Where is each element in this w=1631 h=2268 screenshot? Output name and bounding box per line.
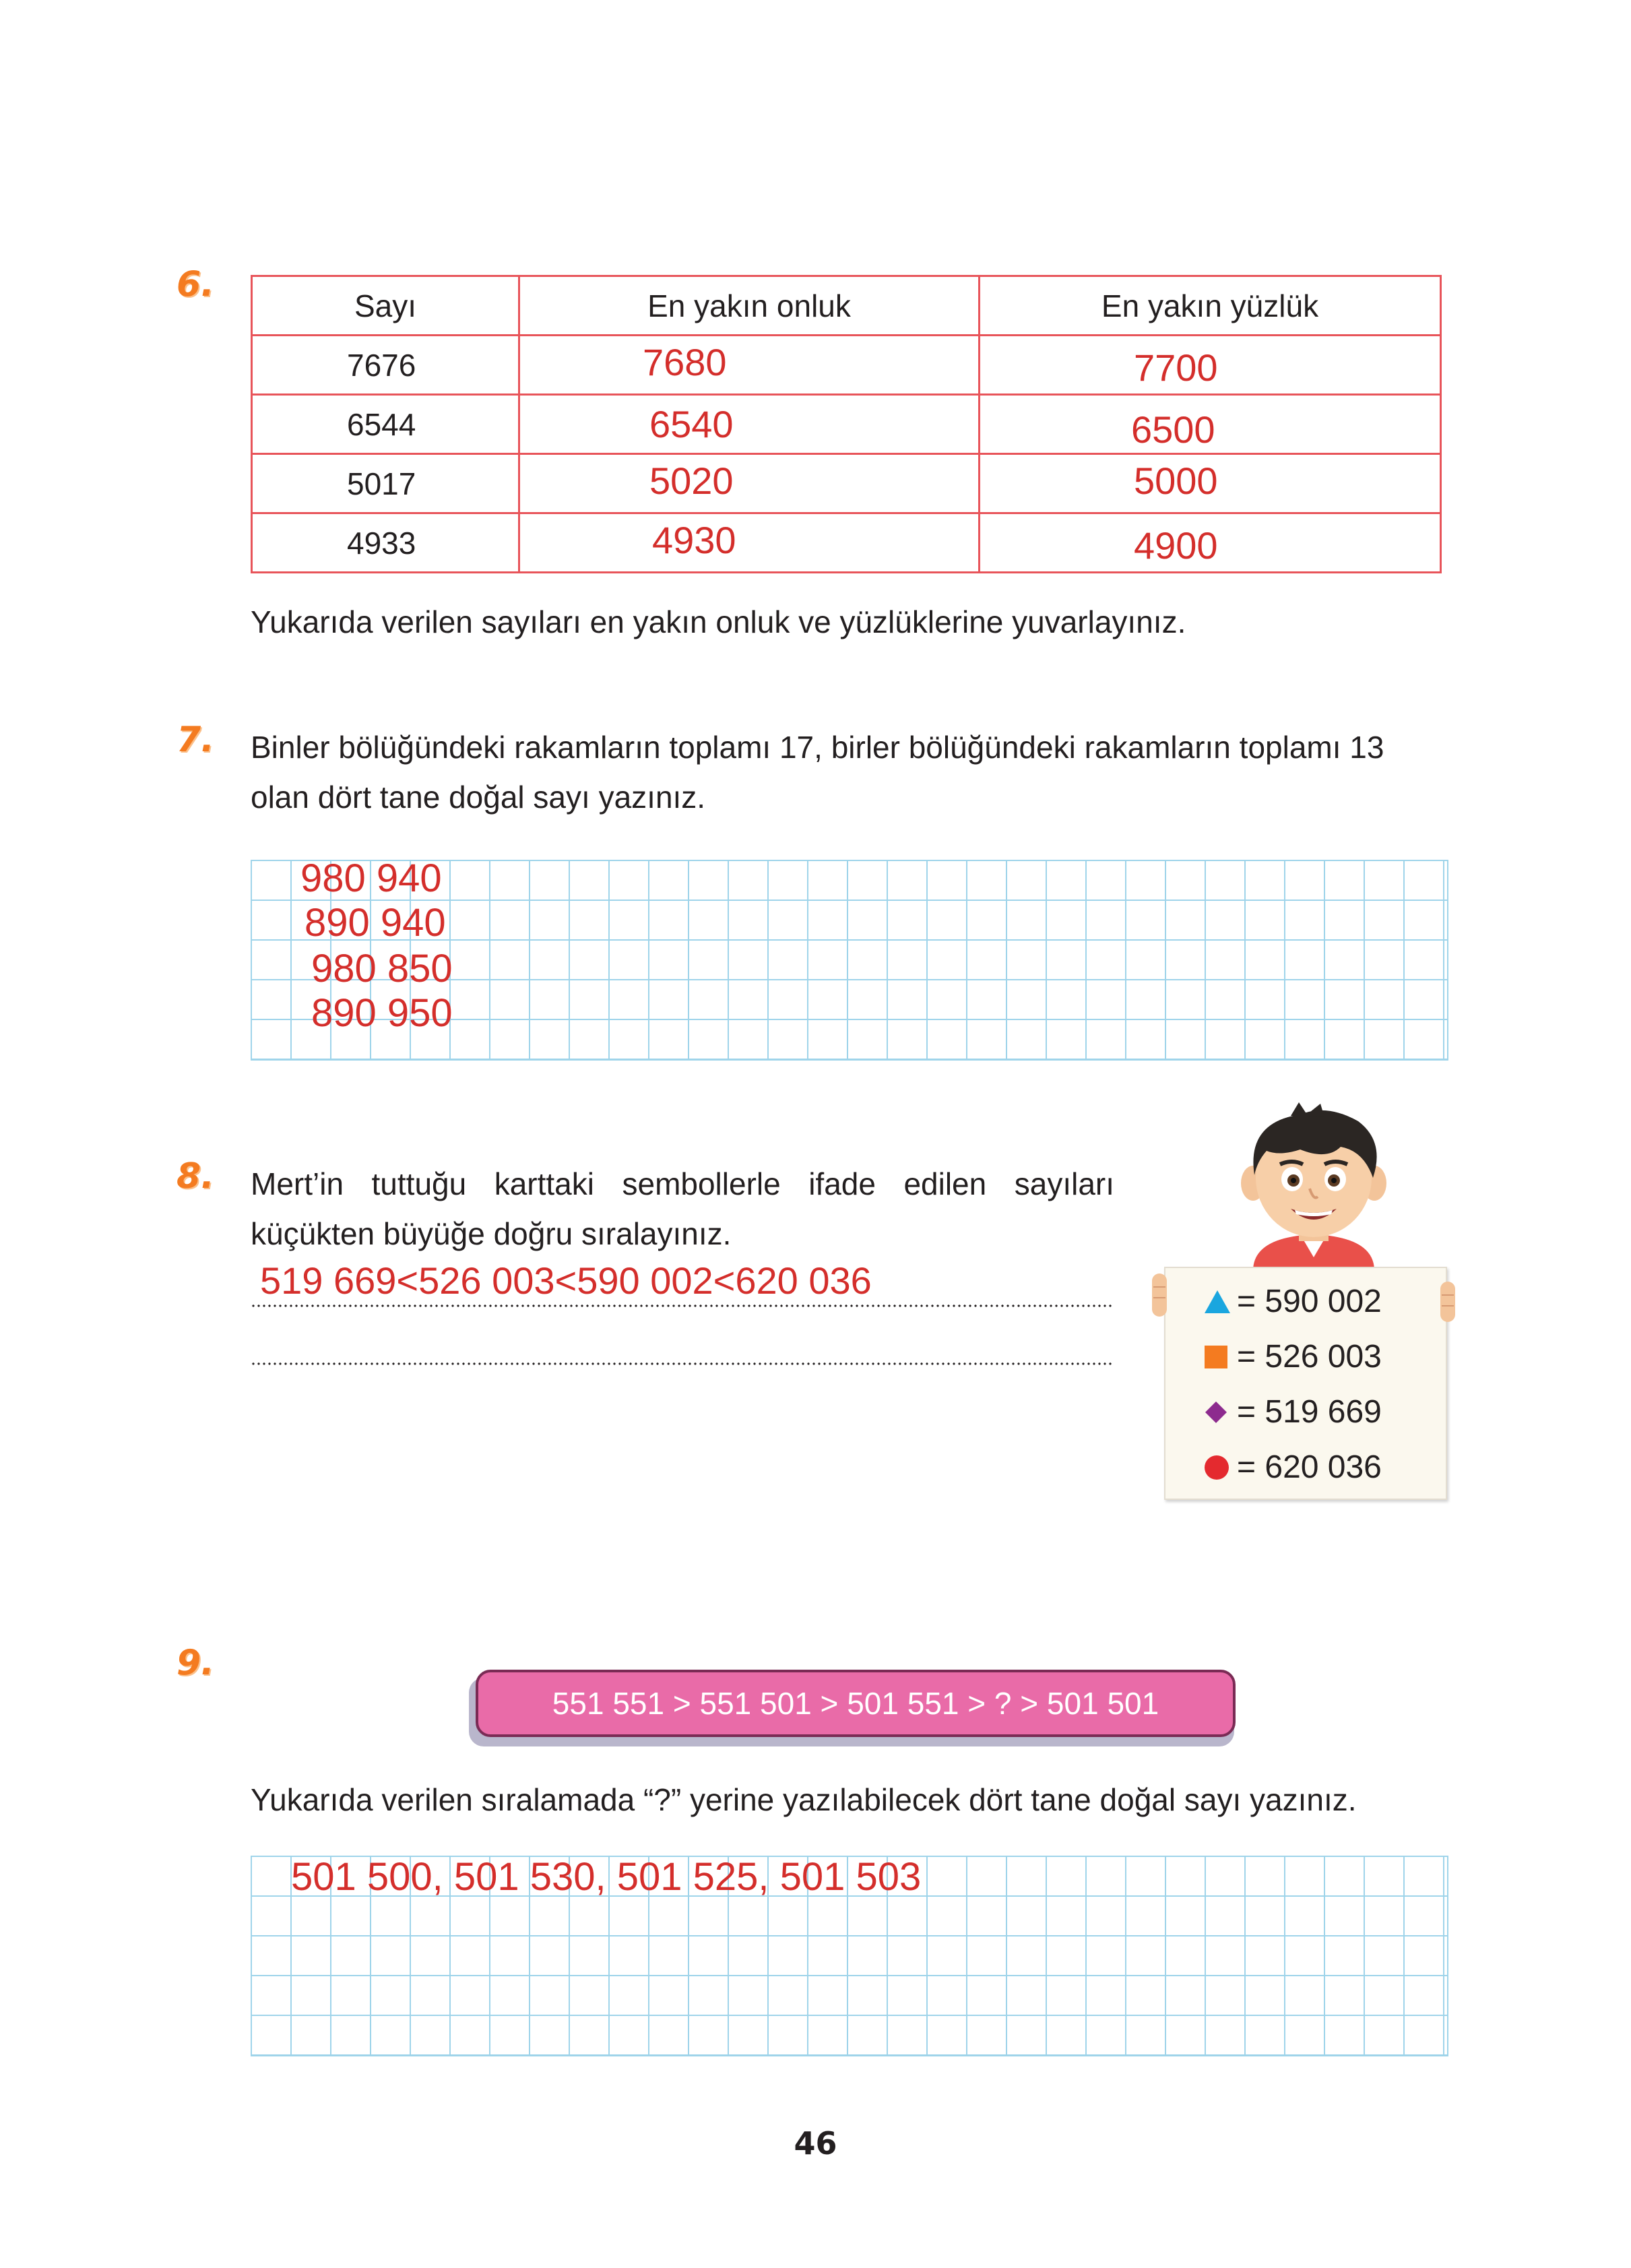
card-row [1203, 1449, 1382, 1486]
cell-onluk [519, 454, 980, 513]
diamond-icon [1203, 1399, 1237, 1425]
q9-instruction: Yukarıda verilen sıralamada “?” yerine yazılabilecek dört tane doğal sayı yazınız. [251, 1782, 1357, 1817]
table-header-row [252, 276, 1441, 336]
q9-answer: 501 500, 501 530, 501 525, 501 503 [291, 1855, 922, 1899]
answer-yuzluk: 6500 [1131, 408, 1215, 451]
answer-onluk: 5020 [649, 460, 734, 502]
question-number-6: 6. [177, 264, 214, 305]
cell-yuzluk [980, 513, 1441, 573]
answer-yuzluk: 5000 [1134, 460, 1218, 502]
cell-sayi: 6544 [252, 395, 519, 454]
card-value: = 526 003 [1237, 1339, 1382, 1375]
header-onluk: En yakın onluk [519, 276, 980, 336]
header-yuzluk: En yakın yüzlük [980, 276, 1441, 336]
q7-text-line1: Binler bölüğündeki rakamların toplamı 17, birler bölüğündeki rakamların toplamı 13 [251, 730, 1384, 765]
cell-sayi: 5017 [252, 454, 519, 513]
q8-text-line2: küçükten büyüğe doğru sıralayınız. [251, 1216, 732, 1251]
answer-onluk: 7680 [643, 341, 727, 383]
card-value: = 590 002 [1237, 1284, 1382, 1319]
square-icon [1203, 1344, 1237, 1370]
cell-onluk [519, 336, 980, 395]
circle-icon [1203, 1454, 1237, 1481]
answer-dotted-line [251, 1362, 1114, 1365]
table-row [252, 513, 1441, 573]
answer-onluk: 4930 [652, 519, 736, 561]
q7-answer-line: 890 940 [305, 901, 446, 945]
cell-yuzluk [980, 395, 1441, 454]
q7-answer-line: 980 850 [311, 947, 453, 990]
header-sayi: Sayı [252, 276, 519, 336]
left-hand-icon [1149, 1273, 1171, 1317]
answer-yuzluk: 7700 [1134, 346, 1218, 389]
symbol-card [1164, 1267, 1447, 1500]
q6-instruction: Yukarıda verilen sayıları en yakın onluk ve yüzlüklerine yuvarlayınız. [251, 604, 1186, 639]
answer-dotted-line [251, 1304, 1114, 1307]
card-value: = 519 669 [1237, 1394, 1382, 1430]
question-number-9: 9. [177, 1643, 214, 1683]
page-number: 46 [794, 2125, 837, 2162]
q7-text-line2: olan dört tane doğal sayı yazınız. [251, 780, 706, 815]
cell-onluk [519, 513, 980, 573]
question-number-8: 8. [177, 1156, 214, 1197]
cell-sayi: 4933 [252, 513, 519, 573]
question-number-7: 7. [177, 720, 214, 760]
q8-answer: 519 669<526 003<590 002<620 036 [260, 1259, 872, 1302]
ordering-banner [476, 1670, 1236, 1737]
table-row [252, 454, 1441, 513]
triangle-icon [1203, 1289, 1237, 1315]
right-hand-icon [1436, 1282, 1458, 1322]
cell-yuzluk [980, 454, 1441, 513]
card-row [1203, 1338, 1382, 1375]
table-row [252, 336, 1441, 395]
table-row [252, 395, 1441, 454]
boy-illustration [1226, 1102, 1401, 1271]
card-row [1203, 1393, 1382, 1430]
cell-sayi: 7676 [252, 336, 519, 395]
card-value: = 620 036 [1237, 1449, 1382, 1485]
q8-text-line1: Mert’in tuttuğu karttaki sembollerle ifade edilen sayıları [251, 1166, 1114, 1201]
q7-answer-line: 980 940 [300, 856, 442, 900]
card-row [1203, 1283, 1382, 1320]
answer-yuzluk: 4900 [1134, 524, 1218, 567]
q7-answer-line: 890 950 [311, 991, 453, 1035]
banner-text: 551 551 > 551 501 > 501 551 > ? > 501 501 [552, 1686, 1159, 1721]
rounding-table [251, 275, 1442, 573]
cell-yuzluk [980, 336, 1441, 395]
cell-onluk [519, 395, 980, 454]
answer-onluk: 6540 [649, 403, 734, 445]
